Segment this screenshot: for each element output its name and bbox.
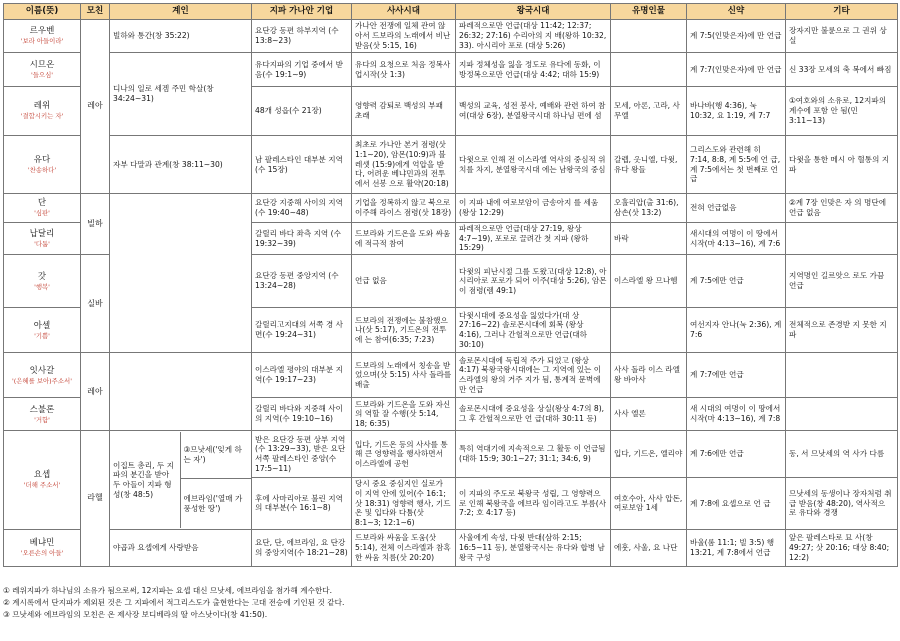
judges-cell: 입다, 기드온 등의 사사를 통 해 큰 영향력을 행사하면서 이스라엘에 공헌: [352, 431, 456, 478]
tribe-name: 요셉: [33, 470, 51, 481]
people-cell: 오홀리압(출 31:6), 삼손(삿 13:2): [611, 194, 687, 223]
header-kingdom: 왕국시대: [456, 4, 611, 20]
judges-cell: 드보라와 싸움을 도움(삿 5:14), 전체 이스라엘과 참혹 한 싸움 치름(삿 20:20): [352, 529, 456, 566]
tribe-meaning: '(은혜를 보아)주소서': [12, 376, 72, 385]
nt-cell: 계 7:7(인맞은자)에 만 언급: [687, 53, 786, 87]
judges-cell: 영향력 감퇴로 백성의 부패 초래: [352, 87, 456, 136]
tribe-name: 갓: [37, 271, 47, 282]
joseph-birth: 이집트 총리, 두 지파의 분긴을 받아 두 아들이 지파 형성(창 48:5): [110, 432, 180, 528]
land-cell: 받은 요단강 동편 상부 지역(수 13:29~33), 받은 요단 서쪽 팔레스타인 중앙(수 17:5~11): [252, 431, 352, 478]
nt-cell: 그리스도와 관련해 히 7:14, 8:8, 계 5:5에 언 급, 계 7:5에서는 첫 번째로 언급: [687, 136, 786, 194]
tribe-row-simeon: [4, 53, 898, 87]
people-cell: [611, 53, 687, 87]
tribe-name-cell: [4, 53, 81, 87]
land-cell: 갈릴리 바다와 지중해 사이의 지역(수 19:10~16): [252, 398, 352, 431]
judges-cell: 기업을 정복하지 않고 북으로 이주해 라이스 점령(삿 18장): [352, 194, 456, 223]
header-birth: 계인: [110, 4, 252, 20]
sub-tribe-name: ③므낫세('잊게 하는 자'): [180, 432, 252, 479]
etc-cell: [786, 398, 898, 431]
land-cell: 요단, 단, 에브라임, 요 단강의 중앙지역(수 18:21~28): [252, 529, 352, 566]
tribe-name: 잇사갈: [29, 365, 55, 376]
etc-cell: 앞은 팔레스타로 묘 사(창 49:27; 삿 20:16; 대상 8:40; 12:2): [786, 529, 898, 566]
people-cell: 사사 엘론: [611, 398, 687, 431]
header-etc: 기타: [786, 4, 898, 20]
tribe-name-cell: [4, 308, 81, 353]
nt-cell: 새시대의 여명이 이 땅에서 시작(마 4:13~16), 계 7:6: [687, 223, 786, 255]
etc-cell: [786, 223, 898, 255]
land-cell: 유다지파의 기업 중에서 받음(수 19:1~9): [252, 53, 352, 87]
nt-cell: 바나바(행 4:36), 눅 10:32, 요 1:19, 계 7:7: [687, 87, 786, 136]
judges-cell: 드보라의 전쟁에는 불참했으 나(삿 5:17), 기드온의 전투에 는 참여(6:35; 7:23): [352, 308, 456, 353]
tribe-row-judah: [4, 136, 898, 194]
birth-cell: 자부 다말과 관계(창 38:11~30): [110, 136, 252, 194]
etc-cell: [786, 353, 898, 398]
kingdom-cell: 백성의 교육, 성전 봉사, 예배와 관련 하여 참여(대상 6장), 분열왕국시대 하나님 편에 섬: [456, 87, 611, 136]
etc-cell: 므낫세의 동생이나 장자처럼 취급 받음(창 48:20), 역사적으 로 유다와 경쟁: [786, 478, 898, 530]
people-cell: 모세, 아론, 고라, 사무엘: [611, 87, 687, 136]
land-cell: 갈릴리고지대의 서쪽 경 사면(수 19:24~31): [252, 308, 352, 353]
birth-cell: 야곱과 요셉에게 사랑받음: [110, 529, 252, 566]
people-cell: [611, 308, 687, 353]
tribe-name-cell: [4, 20, 81, 53]
tribe-meaning: '기쁨': [34, 331, 50, 340]
tribe-name-cell: [4, 194, 81, 223]
tribe-name-cell: [4, 431, 81, 530]
judges-cell: 드보라와 기드온을 도와 자신 의 역할 잘 수행(삿 5:14, 18; 6:35): [352, 398, 456, 431]
etc-cell: 신 33장 모세의 축 복에서 빠짐: [786, 53, 898, 87]
birth-cell: 디나의 일로 세겜 주민 학살(창 34:24~31): [110, 53, 252, 136]
kingdom-cell: 솔로몬시대에 독립적 주가 되었고 (왕상 4:17) 북왕국왕시대에는 그 지역에 있는 이스라엘의 왕의 거주 지가 됨, 통계적 문벽에만 언급: [456, 353, 611, 398]
tribes-table: [3, 3, 898, 567]
tribe-name: 아셀: [33, 320, 51, 331]
people-cell: 바락: [611, 223, 687, 255]
kingdom-cell: 다윗의 피난시절 그를 도왔고(대상 12:8), 아시리아로 포로가 되어 이주(대상 5:26), 암몬이 점령(렘 49:1): [456, 255, 611, 308]
judges-cell: 가나안 전쟁에 일체 관여 않 아서 드보라의 노래에서 비난 받음(삿 5:15, 16): [352, 20, 456, 53]
header-mother: 모친: [81, 4, 110, 20]
birth-cell: [110, 431, 252, 530]
tribe-name: 납달리: [29, 229, 55, 240]
birth-cell: 빌하와 통간(창 35:22): [110, 20, 252, 53]
header-people: 유명인물: [611, 4, 687, 20]
judges-cell: 드보라와 기드온을 도와 싸움 에 적극적 참여: [352, 223, 456, 255]
header-judges: 사사시대: [352, 4, 456, 20]
kingdom-cell: 이 지파 내에 여로보암이 금송아지 를 세움(왕상 12:29): [456, 194, 611, 223]
judges-cell: 유다의 요청으로 처음 정복사 업시작(삿 1:3): [352, 53, 456, 87]
etc-cell: 다윗을 통한 메시 아 혈통의 지파: [786, 136, 898, 194]
people-cell: 사사 돌라 이스 라엘 왕 바아사: [611, 353, 687, 398]
tribe-meaning: '오른손의 아들': [20, 549, 64, 558]
tribe-name: 시므온: [29, 59, 55, 70]
land-cell: 요단강 동편 하부지역 (수 13:8~23): [252, 20, 352, 53]
tribe-name: 르우벤: [29, 26, 55, 37]
mother-cell: 실바: [81, 255, 110, 353]
tribe-meaning: '거함': [34, 415, 50, 424]
tribe-meaning: '심판': [34, 209, 50, 218]
land-cell: 남 팔레스타인 대부분 지역(수 15장): [252, 136, 352, 194]
header-nt: 신약: [687, 4, 786, 20]
nt-cell: 바울(롬 11:1; 빌 3:5) 행 13:21, 계 7:8에서 언급: [687, 529, 786, 566]
birth-cell: [110, 353, 252, 431]
tribe-meaning: '결합시키는 자': [20, 112, 64, 121]
footnote: ③ 므낫세와 에브라임의 모친은 온 제사장 보디베라의 딸 아스낫이다(창 41:50).: [3, 609, 268, 619]
header-name: 이름(뜻): [4, 4, 81, 20]
tribe-name: 유다: [33, 154, 51, 165]
tribe-meaning: '행복': [34, 282, 50, 291]
footnotes: [3, 585, 897, 620]
land-cell: 후에 사마리아로 불린 지역의 대부분(수 16:1~8): [252, 478, 352, 530]
tribe-name-cell: [4, 255, 81, 308]
kingdom-cell: 사울에게 속성, 다윗 반대(삼하 2:15; 16:5~11 등), 분열왕국시는 유다와 합병 남왕국 구성: [456, 529, 611, 566]
etc-cell: ②계 7장 인맞은 자 의 명단에 언급 없음: [786, 194, 898, 223]
mother-cell: 레아: [81, 353, 110, 431]
header-row: [4, 4, 898, 20]
mother-cell: 라헬: [81, 431, 110, 567]
kingdom-cell: 솔로몬시대에 중요성을 상실(왕상 4:7의 8), 그 후 간헐적으로만 언 급(대하 30:11 등): [456, 398, 611, 431]
etc-cell: 전체적으로 존경받 지 못한 지파: [786, 308, 898, 353]
tribe-name-cell: [4, 398, 81, 431]
nt-cell: 계 7:6에만 언급: [687, 431, 786, 478]
judges-cell: 드보라의 노래에서 칭송을 받 었으며(삿 5:15) 사사 돌라를 배출: [352, 353, 456, 398]
tribe-row-reuben: [4, 20, 898, 53]
nt-cell: 새 시대의 여명이 이 땅에서 시작(마 4:13~16), 계 7:8: [687, 398, 786, 431]
judges-cell: 최초로 가나안 본거 점령(삿 1:1~20), 암몬(10:9)과 블레셋 (15:9)에게 억압을 받다, 어려운 베냐민과의 전투에서 선봉 으로 활약(20:18): [352, 136, 456, 194]
tribe-name-cell: [4, 223, 81, 255]
people-cell: 갈렙, 옷니엘, 다윗, 유다 왕들: [611, 136, 687, 194]
judges-cell: 언급 없음: [352, 255, 456, 308]
header-land: 지파 가나안 기업: [252, 4, 352, 20]
nt-cell: 계 7:5(인맞은자)에 만 언급: [687, 20, 786, 53]
etc-cell: 동, 서 므낫세의 역 사가 다름: [786, 431, 898, 478]
people-cell: 여호수아, 사사 압돈, 여로보암 1세: [611, 478, 687, 530]
kingdom-cell: 다윗시대에 중요성을 잃었다가(대 상 27:16~22) 솔로몬시대에 회복 (왕상 4:16), 그러나 간헐적으로만 언급(대하 30:10): [456, 308, 611, 353]
tribe-name: 베냐민: [29, 538, 55, 549]
etc-cell: ①여호와의 소유로, 12지파의 계수에 포함 안 됨(민 3:11~13): [786, 87, 898, 136]
tribe-name-cell: [4, 136, 81, 194]
land-cell: 요단강 지중해 사이의 지역(수 19:40~48): [252, 194, 352, 223]
kingdom-cell: 지파 정체성을 잃을 정도로 유다에 동화, 이방정복으로만 언급(대상 4:42; 대하 15:9): [456, 53, 611, 87]
kingdom-cell: 특히 역대기에 지속적으로 그 활동 이 언급됨(대하 15:9; 30:1~27; 31:1; 34:6, 9): [456, 431, 611, 478]
etc-cell: 지역명인 길르앗으 로도 가끔 언급: [786, 255, 898, 308]
nt-cell: 계 7:8에 요셉으로 언 급: [687, 478, 786, 530]
land-cell: 요단강 동편 중앙지역 (수 13:24~28): [252, 255, 352, 308]
footnote: ② 계시록에서 단지파가 제외된 것은 그 지파에서 적그리스도가 출현한다는 고대 전승에 기인된 것 같다.: [3, 597, 345, 607]
mother-cell: 빌하: [81, 194, 110, 255]
tribe-row-joseph-manasseh: [4, 431, 898, 478]
land-cell: 이스라엘 평야의 대부분 지역(수 19:17~23): [252, 353, 352, 398]
nt-cell: 계 7:7에만 언급: [687, 353, 786, 398]
people-cell: 에훗, 사울, 요 나단: [611, 529, 687, 566]
nt-cell: 계 7:5에만 언급: [687, 255, 786, 308]
tribe-row-dan: [4, 194, 898, 223]
tribe-meaning: '다툼': [34, 239, 50, 248]
people-cell: [611, 20, 687, 53]
tribe-name-cell: [4, 353, 81, 398]
kingdom-cell: 다윗으로 인해 전 이스라엘 역사의 중심적 위치를 차지, 분열왕국시대 에는 남왕국의 중심: [456, 136, 611, 194]
tribe-name-cell: [4, 87, 81, 136]
tribe-name-cell: [4, 529, 81, 566]
footnote: ① 레위지파가 하나님의 소유가 됨으로써, 12지파는 요셉 대신 므낫세, 에브라임을 첨가해 계수한다.: [3, 586, 333, 595]
tribe-meaning: '들으심': [30, 70, 54, 79]
joseph-subtable: [110, 432, 252, 528]
tribe-meaning: '더해 주소서': [23, 481, 61, 490]
land-cell: 갈릴리 바다 좌측 지역 (수 19:32~39): [252, 223, 352, 255]
tribe-name: 레위: [33, 101, 51, 112]
tribe-name: 스불론: [29, 404, 55, 415]
judges-cell: 당시 중요 중심지인 실로가 이 지역 안에 있어(수 16:1; 삿 18:31) 영향력 행사, 기드 온 및 입다와 다툼(삿 8:1~3; 12:1~6): [352, 478, 456, 530]
sub-tribe-name: 에브라임('열매 가 풍성한 땅'): [183, 493, 243, 513]
tribe-meaning: '보라 아들이라': [20, 37, 64, 46]
nt-cell: 여선지자 안나(눅 2:36), 계 7:6: [687, 308, 786, 353]
birth-cell: [110, 194, 252, 353]
kingdom-cell: 이 지파의 주도로 북왕국 성립, 그 영향력으로 인해 북왕국을 에브라 임이라고도 부름(사 7:2; 호 4:17 등): [456, 478, 611, 530]
tribe-meaning: '찬송하다': [27, 165, 57, 174]
tribe-name: 단: [37, 198, 47, 209]
tribe-row-issachar: [4, 353, 898, 398]
people-cell: 이스라엘 왕 므나헴: [611, 255, 687, 308]
etc-cell: 장자지만 불륜으로 그 권위 상실: [786, 20, 898, 53]
mother-cell: 레아: [81, 20, 110, 194]
kingdom-cell: 파레적으로만 언급(대상 27:19, 왕상 4:7~19), 포로로 끌려간 첫 지파 (왕하 15:29): [456, 223, 611, 255]
land-cell: 48개 성읍(수 21장): [252, 87, 352, 136]
kingdom-cell: 파레적으로만 언급(대상 11:42; 12:37; 26:32; 27:16) 수리아의 지 배(왕하 10:32, 33). 아시리아 포로 (대상 5:26): [456, 20, 611, 53]
people-cell: 입다, 기드온, 엘리야: [611, 431, 687, 478]
nt-cell: 전혀 언급없음: [687, 194, 786, 223]
tribe-row-benjamin: [4, 529, 898, 566]
